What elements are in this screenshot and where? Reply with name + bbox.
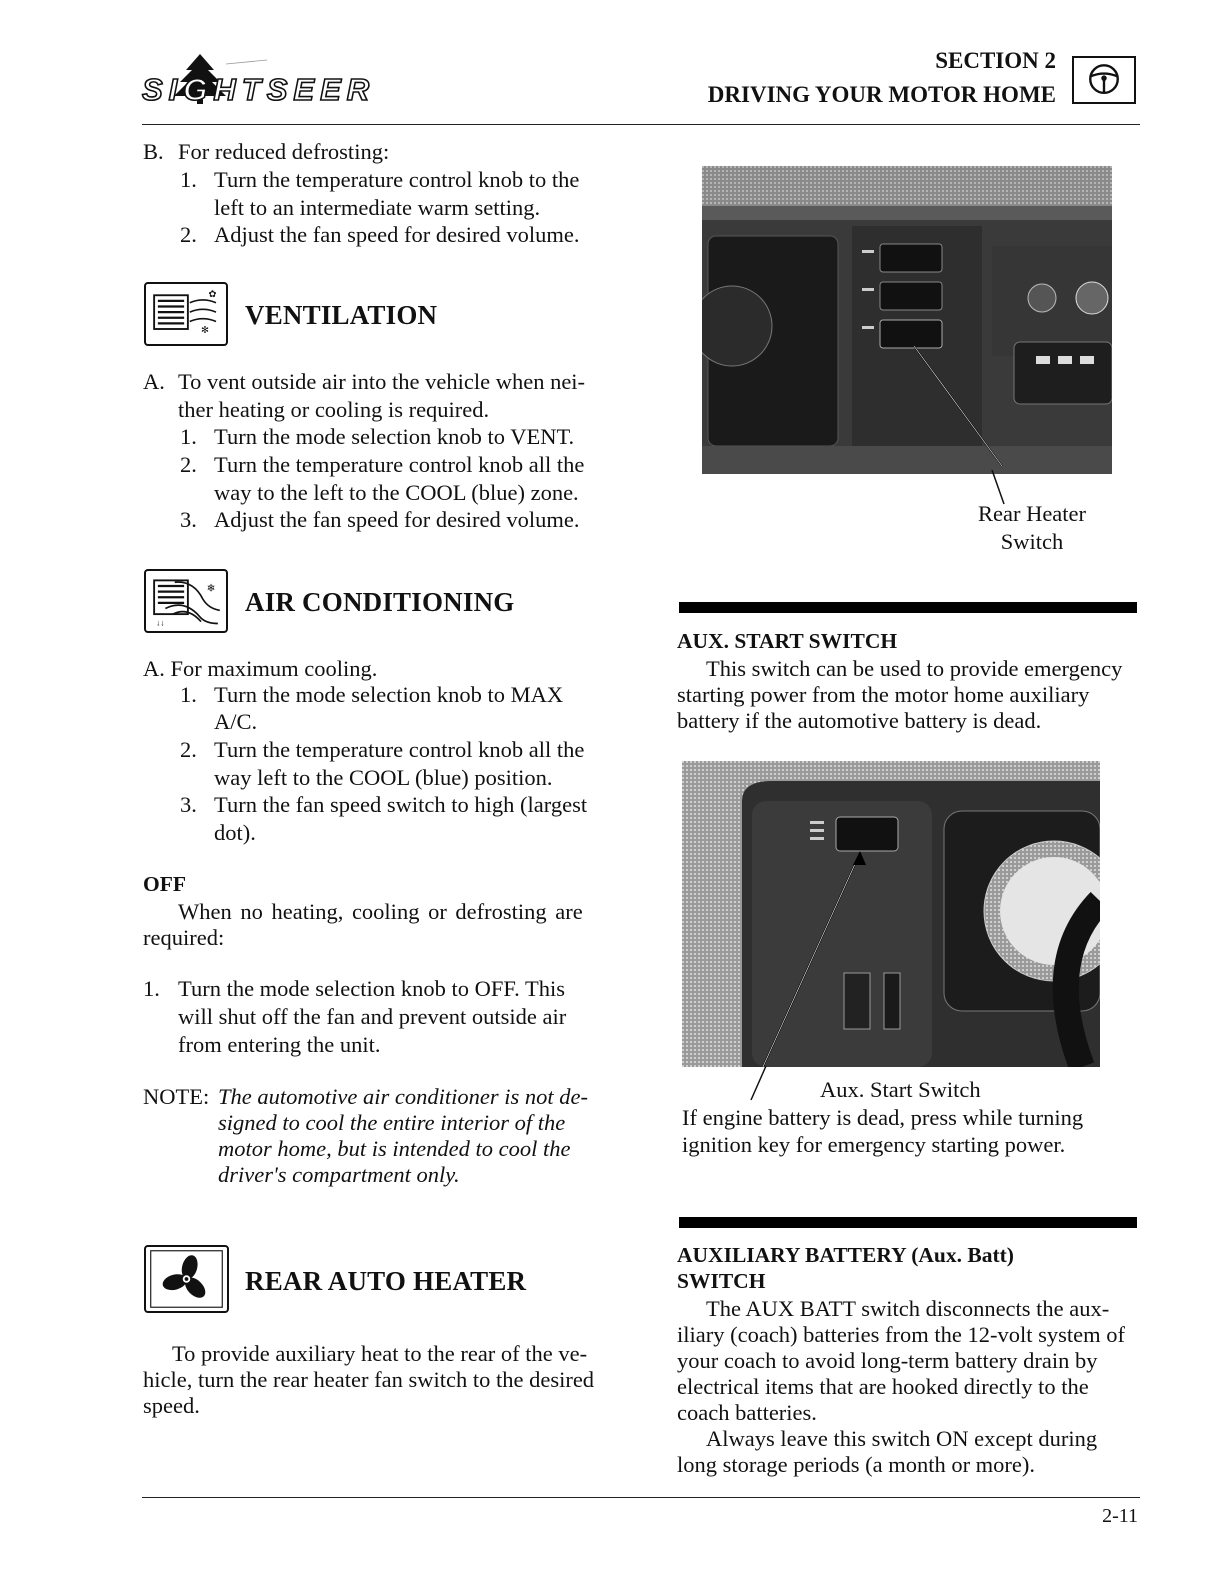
ac-step-text: Turn the temperature control knob all the [214,737,585,762]
ac-step-num: 1. [180,682,197,707]
aux-batt-text: coach batteries. [677,1400,817,1425]
aux-start-switch-photo [682,761,1100,1067]
off-heading: OFF [143,872,186,896]
ventilation-step-num: 2. [180,452,197,477]
off-step-text: will shut off the fan and prevent outside air [178,1004,567,1029]
svg-text:✻: ✻ [201,325,209,336]
off-step-num: 1. [143,976,160,1001]
aux-batt-heading: SWITCH [677,1269,766,1293]
aux-start-text: This switch can be used to provide emergency [706,656,1123,681]
aux-batt-text: The AUX BATT switch disconnects the aux- [706,1296,1110,1321]
ventilation-step-text: Turn the mode selection knob to VENT. [214,424,575,449]
rear-heater-text: To provide auxiliary heat to the rear of the ve- [172,1341,588,1366]
brand-logo [142,52,452,108]
ac-step-num: 3. [180,792,197,817]
note-text: signed to cool the entire interior of the [218,1110,566,1135]
defrost-step-text: left to an intermediate warm setting. [214,195,541,220]
rear-heater-text: speed. [143,1393,200,1418]
ventilation-step-num: 3. [180,507,197,532]
ventilation-step-text: Turn the temperature control knob all the [214,452,585,477]
photo1-caption: Switch [1000,529,1064,554]
svg-text:❄: ❄ [206,583,216,595]
ventilation-step-text: Adjust the fan speed for desired volume. [214,507,580,532]
aux-start-text: starting power from the motor home auxiliary [677,682,1090,707]
ac-step-text: way left to the COOL (blue) position. [214,765,553,790]
aux-batt-text: Always leave this switch ON except during [706,1426,1098,1451]
aux-batt-text: long storage periods (a month or more). [677,1452,1036,1477]
ventilation-step-num: 1. [180,424,197,449]
fan-icon [144,1245,229,1313]
ventilation-item-a-label: A. [143,369,165,394]
ventilation-step-text: way to the left to the COOL (blue) zone. [214,480,579,505]
ventilation-heading: VENTILATION [245,300,438,330]
footer-rule [142,1497,1140,1498]
defrost-step-num: 2. [180,222,197,247]
ac-step-text: Turn the fan speed switch to high (largest [214,792,588,817]
header-rule [142,124,1140,125]
aux-batt-text: your coach to avoid long-term battery drain by [677,1348,1098,1373]
aux-start-heading: AUX. START SWITCH [677,629,898,653]
defrost-step-text: Adjust the fan speed for desired volume. [214,222,580,247]
aux-batt-text: iliary (coach) batteries from the 12-volt system of [677,1322,1125,1347]
svg-text:↓↓: ↓↓ [156,617,165,628]
aux-start-text: battery if the automotive battery is dead. [677,708,1042,733]
defrost-step-num: 1. [180,167,197,192]
rear-heater-switch-photo [702,166,1112,474]
photo2-caption: ignition key for emergency starting power. [682,1132,1066,1157]
svg-text:✿: ✿ [208,290,217,301]
off-text: required: [143,925,225,950]
rear-heater-text: hicle, turn the rear heater fan switch to the desired [143,1367,595,1392]
aux-batt-text: electrical items that are hooked directly to the [677,1374,1089,1399]
ventilation-icon [144,282,228,346]
note-text: driver's compartment only. [218,1162,460,1187]
note-text: motor home, but is intended to cool the [218,1136,571,1161]
steering-wheel-icon [1072,56,1136,104]
callout-line [748,1066,772,1106]
rear-heater-heading: REAR AUTO HEATER [245,1266,527,1296]
defrost-step-text: Turn the temperature control knob to the [214,167,580,192]
air-conditioning-heading: AIR CONDITIONING [245,587,515,617]
off-text: When no heating, cooling or defrosting are [178,899,583,924]
air-conditioning-icon [144,569,228,633]
defrost-item-b-label: B. [143,139,164,164]
ventilation-item-a-text: To vent outside air into the vehicle when nei- [178,369,586,394]
photo1-caption: Rear Heater [977,501,1087,526]
ventilation-item-a-text: ther heating or cooling is required. [178,397,490,422]
section-divider-bar [679,1217,1137,1228]
aux-batt-heading: AUXILIARY BATTERY (Aux. Batt) [677,1243,1014,1267]
photo2-caption: If engine battery is dead, press while turning [682,1105,1084,1130]
off-step-text: Turn the mode selection knob to OFF. This [178,976,565,1001]
brand-name: SIGHTSEER [142,72,376,107]
section-divider-bar [679,602,1137,613]
section-title: DRIVING YOUR MOTOR HOME [707,82,1056,107]
defrost-item-b-text: For reduced defrosting: [178,139,390,164]
photo2-label: Aux. Start Switch [820,1077,981,1102]
note-text: The automotive air conditioner is not de- [218,1084,588,1109]
off-step-text: from entering the unit. [178,1032,381,1057]
note-label: NOTE: [143,1084,210,1109]
page-number: 2-11 [1102,1505,1138,1527]
ac-step-text: A/C. [214,709,258,734]
ac-step-num: 2. [180,737,197,762]
ac-item-a: A. For maximum cooling. [143,656,378,681]
ac-step-text: Turn the mode selection knob to MAX [214,682,564,707]
section-number: SECTION 2 [935,48,1056,73]
ac-step-text: dot). [214,820,256,845]
